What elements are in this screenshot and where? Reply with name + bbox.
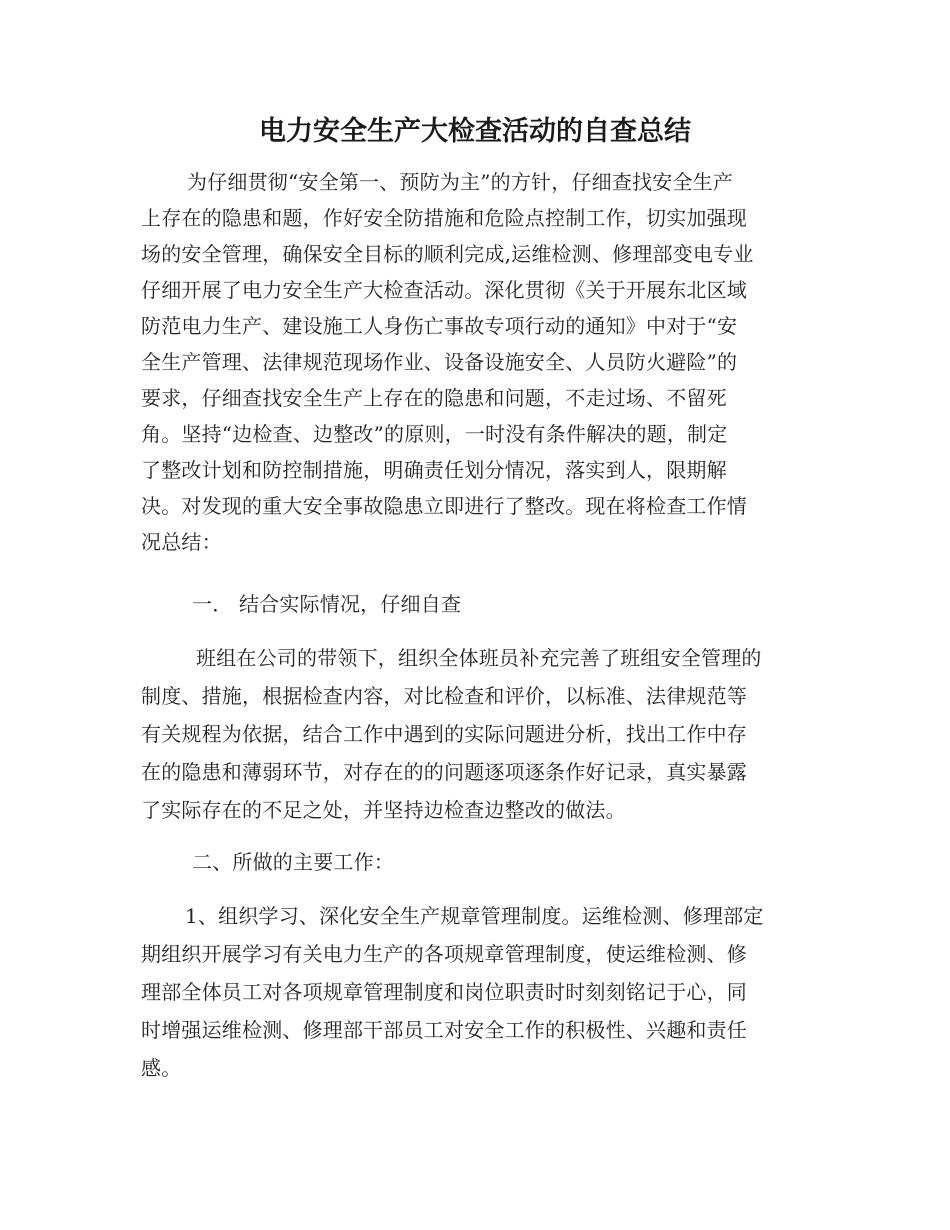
intro-line: 了整改计划和防控制措施，明确责任划分情况，落实到人，限期解: [141, 458, 727, 482]
section1-line: 制度、措施，根据检查内容，对比检查和评价，以标准、法律规范等: [141, 684, 747, 708]
intro-line: 全生产管理、法律规范现场作业、设备设施安全、人员防火避险”的: [141, 350, 738, 374]
item1-line: 理部全体员工对各项规章管理制度和岗位职责时时刻刻铭记于心，同: [141, 980, 747, 1004]
intro-line: 况总结：: [141, 530, 222, 554]
intro-line: 场的安全管理，确保安全目标的顺利完成,运维检测、修理部变电专业: [141, 242, 754, 266]
intro-line: 仔细开展了电力安全生产大检查活动。深化贯彻《关于开展东北区域: [141, 278, 747, 302]
intro-line: 角。坚持“边检查、边整改”的原则，一时没有条件解决的题，制定: [141, 422, 728, 446]
section-heading-1: 一． 结合实际情况，仔细自查: [192, 592, 462, 616]
intro-line: 防范电力生产、建设施工人身伤亡事故专项行动的通知》中对于“安: [141, 314, 738, 338]
section1-line: 在的隐患和薄弱环节，对存在的的问题逐项逐条作好记录，真实暴露: [141, 760, 747, 784]
item1-line: 时增强运维检测、修理部干部员工对安全工作的积极性、兴趣和责任: [141, 1018, 747, 1042]
intro-line: 上存在的隐患和题，作好安全防措施和危险点控制工作，切实加强现: [141, 206, 747, 230]
item1-line: 感。: [141, 1056, 182, 1080]
section1-line: 有关规程为依据，结合工作中遇到的实际问题进分析，找出工作中存: [141, 722, 747, 746]
document-title: 电力安全生产大检查活动的自查总结: [259, 116, 691, 147]
intro-line: 为仔细贯彻“安全第一、预防为主”的方针，仔细查找安全生产: [187, 170, 734, 194]
item1-line: 期组织开展学习有关电力生产的各项规章管理制度，使运维检测、修: [141, 942, 747, 966]
section1-line: 了实际存在的不足之处，并坚持边检查边整改的做法。: [141, 798, 626, 822]
intro-line: 要求，仔细查找安全生产上存在的隐患和问题，不走过场、不留死: [141, 386, 727, 410]
section-heading-2: 二、所做的主要工作：: [192, 850, 394, 874]
intro-line: 决。对发现的重大安全事故隐患立即进行了整改。现在将检查工作情: [141, 494, 747, 518]
item1-line: 1、组织学习、深化安全生产规章管理制度。运维检测、修理部定: [185, 904, 764, 928]
section1-line: 班组在公司的带领下，组织全体班员补充完善了班组安全管理的: [196, 646, 762, 670]
